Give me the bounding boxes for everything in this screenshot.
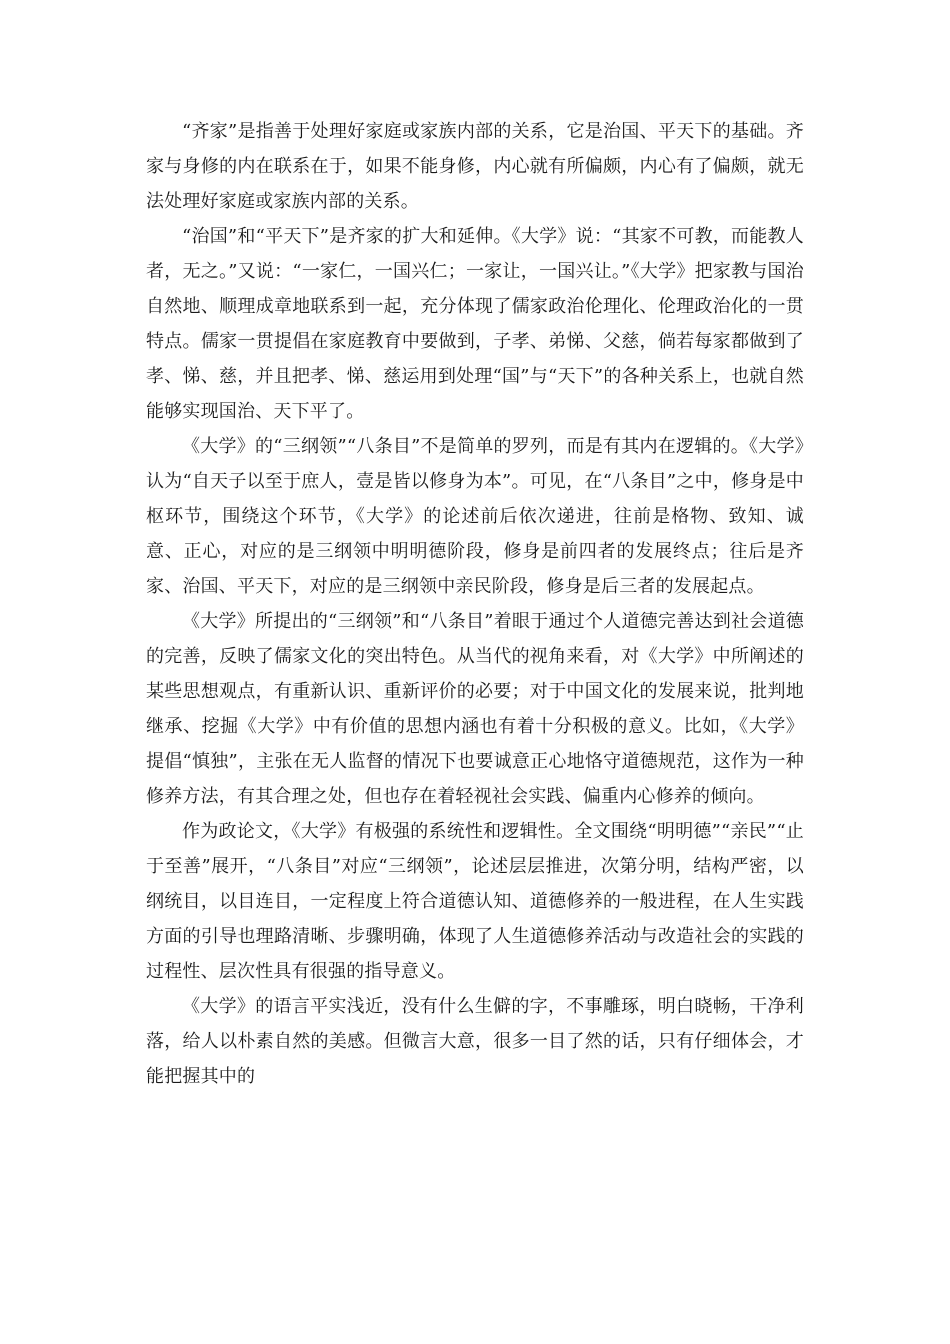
paragraph-sangangling-logic: 《大学》的“三纲领”“八条目”不是简单的罗列，而是有其内在逻辑的。《大学》认为“自天子以至于庶人，壹是皆以修身为本”。可见，在“八条目”之中，修身是中枢环节，围绕这个环节，《大学》的论述前后依次递进，往前是格物、致知、诚意、正心，对应的是三纲领中明明德阶段，修身是前四者的发展终点；往后是齐家、治国、平天下，对应的是三纲领中亲民阶段，修身是后三者的发展起点。 [146,436,804,597]
document-body [146,114,804,1094]
paragraph-zhiguo-pingtianxia: “治国”和“平天下”是齐家的扩大和延伸。《大学》说：“其家不可教，而能教人者，无之。”又说：“一家仁，一国兴仁；一家让，一国兴让。”《大学》把家教与国治自然地、顺理成章地联系到一起，充分体现了儒家政治伦理化、伦理政治化的一贯特点。儒家一贯提倡在家庭教育中要做到，子孝、弟悌、父慈，倘若每家都做到了孝、悌、慈，并且把孝、悌、慈运用到处理“国”与“天下”的各种关系上，也就自然能够实现国治、天下平了。 [146,226,804,422]
paragraph-qijia: “齐家”是指善于处理好家庭或家族内部的关系，它是治国、平天下的基础。齐家与身修的内在联系在于，如果不能身修，内心就有所偏颇，内心有了偏颇，就无法处理好家庭或家族内部的关系。 [146,121,804,212]
paragraph-moral-perfection: 《大学》所提出的“三纲领”和“八条目”着眼于通过个人道德完善达到社会道德的完善，反映了儒家文化的突出特色。从当代的视角来看，对《大学》中所阐述的某些思想观点，有重新认识、重新评价的必要；对于中国文化的发展来说，批判地继承、挖掘《大学》中有价值的思想内涵也有着十分积极的意义。比如，《大学》提倡“慎独”，主张在无人监督的情况下也要诚意正心地恪守道德规范，这作为一种修养方法，有其合理之处，但也存在着轻视社会实践、偏重内心修养的倾向。 [146,611,804,807]
paragraph-systematic-logic: 作为政论文，《大学》有极强的系统性和逻辑性。全文围绕“明明德”“亲民”“止于至善”展开，“八条目”对应“三纲领”，论述层层推进，次第分明，结构严密，以纲统目，以目连目，一定程度上符合道德认知、道德修养的一般进程，在人生实践方面的引导也理路清晰、步骤明确，体现了人生道德修养活动与改造社会的实践的过程性、层次性具有很强的指导意义。 [146,821,804,982]
paragraph-language-style: 《大学》的语言平实浅近，没有什么生僻的字，不事雕琢，明白晓畅，干净利落，给人以朴素自然的美感。但微言大意，很多一目了然的话，只有仔细体会，才能把握其中的 [146,996,804,1087]
